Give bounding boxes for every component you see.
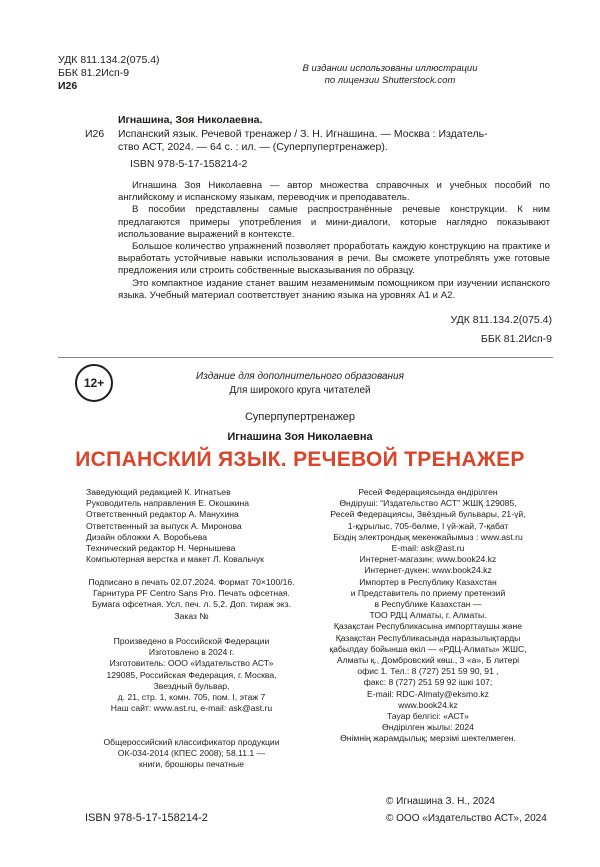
kz-line: www.book24.kz	[398, 699, 458, 710]
print-info-line: Заказ №	[174, 610, 209, 621]
edition-block	[150, 370, 450, 398]
kz-line: қабылдау бойынша өкіл — «РДЦ-Алматы» ЖШС,	[329, 643, 527, 654]
production-line: Изготовлено в 2024 г.	[148, 647, 235, 658]
udk-bbk-right	[450, 314, 552, 346]
kz-line: Алматы қ., Домбровский көш., 3 «а», Б литері	[336, 655, 520, 666]
annotation-paragraph: Большое количество упражнений позволяет проработать каждую конструкцию на практике и выработать устойчивые навыки использования в речи. Вы сможете употреблять уже готовые предложения или строить собственные высказывания по образцу.	[118, 241, 550, 277]
kz-line: E-mail: ask@ast.ru	[391, 543, 465, 554]
kz-line: E-mail: RDC-Almaty@eksmo.kz	[367, 688, 489, 699]
annotation-paragraph: Игнашина Зоя Николаевна — автор множества справочных и учебных пособий по английскому и испанскому языкам, переводчик и преподаватель.	[118, 180, 550, 204]
kz-line: 1-құрылыс, 705-бөлме, I үй-жай, 7-қабат	[347, 520, 509, 531]
credit-line: Ответственный редактор А. Манухина	[86, 509, 239, 520]
kz-line: Интернет-магазин: www.book24.kz	[359, 554, 497, 565]
kz-line: и Представитель по приему претензий	[350, 587, 506, 598]
bbk-code: ББК 81.2Исп-9	[58, 67, 130, 79]
isbn-bottom: ISBN 978-5-17-158214-2	[85, 812, 208, 824]
kz-line: офис 1. Тел.: 8 (727) 251 59 90, 91 ,	[357, 666, 499, 677]
author-full-name: Игнашина Зоя Николаевна	[227, 431, 373, 443]
illustration-note	[270, 63, 510, 87]
production-line: д. 21, стр. 1, комн. 705, пом. I, этаж 7	[117, 692, 266, 703]
credit-line: Руководитель направления Е. Окошкина	[86, 498, 250, 509]
author-heading: Игнашина, Зоя Николаевна.	[118, 114, 263, 126]
production-info	[84, 636, 299, 714]
okp-line: ОК-034-2014 (КПЕС 2008); 58.11.1 —	[117, 748, 266, 759]
udk-code: УДК 811.134.2(075.4)	[58, 54, 160, 66]
production-line: Наш сайт: www.ast.ru, e-mail: ask@ast.ru	[110, 703, 273, 714]
series-name: Суперпупертренажер	[244, 411, 356, 423]
kz-line: в Республике Казахстан —	[374, 599, 482, 610]
print-info-line: Гарнитура PF Centro Sans Pro. Печать офсетная.	[93, 588, 290, 599]
copyright-line: © ООО «Издательство АСТ», 2024	[386, 813, 547, 824]
print-info	[84, 577, 299, 622]
kz-line: факс: 8 (727) 251 59 92 ішкі 107;	[363, 677, 493, 688]
age-rating-badge: 12+	[75, 364, 113, 402]
print-info-line: Подписано в печать 02.07.2024. Формат 70×100/16.	[88, 577, 295, 587]
credit-line: Ответственный за выпуск А. Миронова	[86, 520, 242, 531]
okp-line: Общероссийский классификатор продукции	[103, 737, 280, 747]
kz-line: Қазақстан Республикасына импорттаушы және	[333, 621, 523, 632]
illustration-note-line: по лицензии Shutterstock.com	[324, 75, 456, 86]
book-title: ИСПАНСКИЙ ЯЗЫК. РЕЧЕВОЙ ТРЕНАЖЕР	[75, 448, 525, 471]
credits-block	[86, 487, 301, 565]
kz-line: Интернет-дүкен: www.book24.kz	[364, 565, 492, 576]
production-line: Изготовитель: ООО «Издательство АСТ»	[109, 658, 274, 669]
production-line: Произведено в Российской Федерации	[113, 636, 270, 646]
copyright-block	[386, 793, 547, 827]
kz-info	[308, 487, 548, 745]
audience: Для широкого круга читателей	[229, 385, 371, 396]
author-mark: И26	[58, 80, 78, 92]
okp-line: книги, брошюры печатные	[138, 759, 245, 770]
credit-line: Компьютерная верстка и макет Л. Ковальчук	[86, 554, 264, 565]
kz-line: Өндірілген жылы: 2024	[382, 722, 474, 733]
production-line: Звездный бульвар,	[153, 680, 230, 691]
record-code: И26	[85, 128, 105, 140]
illustration-note-line: В издании использованы иллюстрации	[302, 63, 478, 74]
divider	[58, 357, 553, 358]
kz-line: Өндіруші: “Издательство АСТ” ЖШҚ 129085,	[339, 498, 517, 509]
annotation-paragraph: В пособии представлены самые распространённые речевые конструкции. К ним предлагаются примеры употребления и мини-диалоги, которые наглядно показывают использование выражений в контексте.	[118, 204, 550, 240]
kz-line: Ресей Федерациясы, Звёздный бульвары, 21-үй,	[330, 509, 526, 520]
kz-line: ТОО РДЦ Алматы, г. Алматы.	[369, 610, 487, 621]
kz-line: Біздің электрондық мекенжайымыз : www.ast.ru	[333, 531, 523, 542]
udk-right: УДК 811.134.2(075.4)	[450, 314, 552, 326]
kz-line: Импортер в Республику Казахстан	[359, 576, 497, 587]
bbk-right: ББК 81.2Исп-9	[480, 333, 552, 346]
bibliographic-description	[118, 128, 548, 154]
credit-line: Технический редактор Н. Чернышева	[86, 543, 236, 554]
bib-line: Испанский язык. Речевой тренажер / З. Н. Игнашина. — Москва : Издатель-	[118, 128, 488, 140]
print-info-line: Бумага офсетная. Усл. печ. л. 5,2. Доп. тираж экз.	[92, 599, 291, 610]
classification-block	[58, 54, 160, 93]
kz-line: Қазақстан Республикасында наразылықтарды	[335, 632, 521, 643]
copyright-line: © Игнашина З. Н., 2024	[386, 796, 495, 807]
kz-line: Өнімнің жарамдылық; мерзімі шектелмеген.	[340, 733, 516, 744]
bib-line: ство АСТ, 2024. — 64 с. : ил. — (Суперпупертренажер).	[118, 141, 388, 154]
edition-type: Издание для дополнительного образования	[196, 371, 404, 382]
production-line: 129085, Российская Федерация, г. Москва,	[106, 669, 277, 680]
kz-line: Ресей Федерациясында өндірілген	[358, 487, 498, 497]
kz-line: Тауар белгісі: «АСТ»	[387, 711, 469, 722]
annotation-paragraph: Это компактное издание станет вашим незаменимым помощником при изучении испанского языка. Учебный материал соответствует знанию языка на уровнях A1 и A2.	[118, 277, 550, 301]
annotation	[118, 180, 550, 302]
okp-info	[84, 737, 299, 771]
credit-line: Дизайн обложки А. Воробьева	[86, 531, 208, 542]
isbn-line: ISBN 978-5-17-158214-2	[130, 158, 248, 170]
credit-line: Заведующий редакцией К. Игнатьев	[86, 487, 231, 497]
